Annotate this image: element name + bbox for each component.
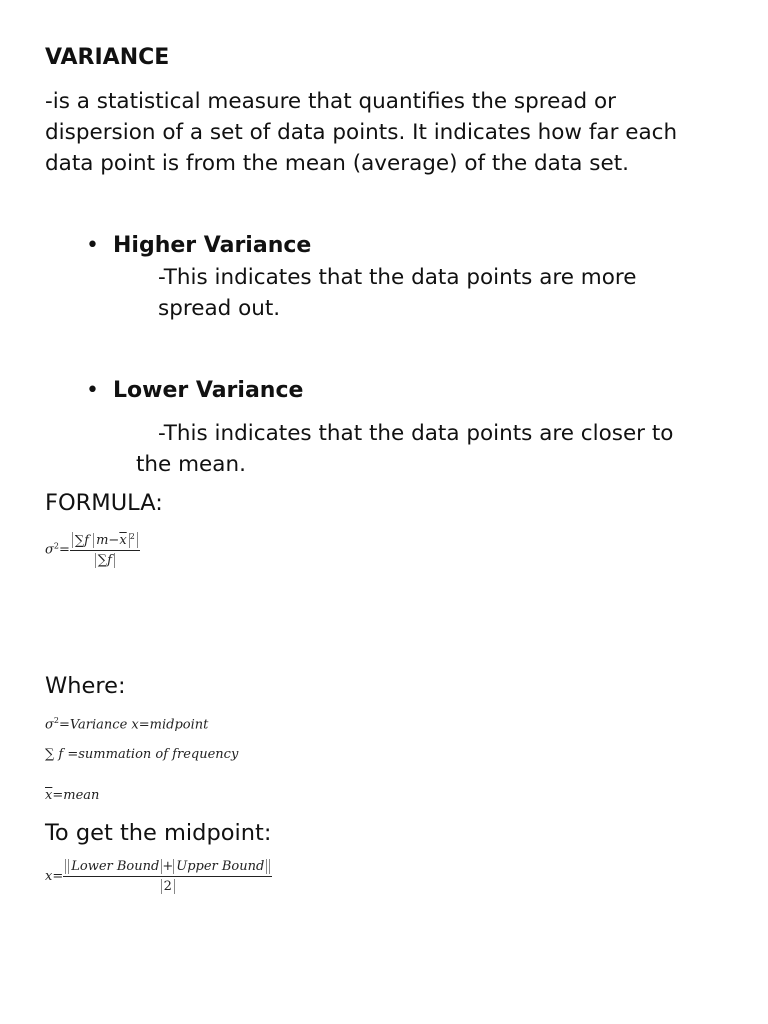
formula-xbar: $\overline{x}$ — [119, 533, 127, 549]
midpoint-fraction — [63, 859, 272, 894]
definition-summation — [45, 747, 238, 762]
formula-sigma: σ — [45, 542, 54, 558]
higher-variance-desc-line-1: -This indicates that the data points are more — [158, 265, 637, 290]
definition-mean-text: =mean — [52, 788, 100, 803]
lower-variance-desc-line-2: the mean. — [136, 452, 246, 477]
higher-variance-desc-line-2: spread out. — [158, 296, 281, 321]
midpoint-plus: + — [162, 859, 174, 874]
formula-denominator — [70, 551, 140, 568]
bullet-title-lower-variance: Lower Variance — [113, 378, 304, 403]
midpoint-upper-bound: Upper Bound — [173, 859, 267, 874]
formula-f: f — [84, 533, 89, 549]
midpoint-x: x — [45, 869, 53, 884]
where-label: Where: — [45, 673, 126, 699]
definition-summation-text: ∑ f =summation of frequency — [45, 747, 239, 762]
page-title: VARIANCE — [45, 45, 170, 70]
formula-f: f — [107, 553, 112, 569]
lower-variance-desc-line-1: -This indicates that the data points are closer to — [158, 421, 674, 446]
sum-symbol: ∑ — [74, 533, 85, 549]
midpoint-label: To get the midpoint: — [45, 820, 272, 846]
formula-sigma-exponent: 2 — [53, 541, 59, 551]
definition-sigma: σ — [45, 717, 54, 733]
bullet-icon: • — [86, 378, 99, 403]
formula-equals: = — [58, 542, 70, 558]
midpoint-two: 2 — [161, 879, 175, 894]
formula-numerator-exponent: 2 — [129, 532, 135, 541]
midpoint-numerator — [63, 859, 272, 877]
formula-label: FORMULA: — [45, 490, 163, 516]
sum-symbol: ∑ — [97, 553, 108, 569]
formula-m-minus: m− — [96, 533, 120, 549]
definition-variance-midpoint — [45, 716, 208, 732]
variance-formula — [45, 532, 140, 568]
midpoint-lower-bound: Lower Bound — [68, 859, 162, 874]
definition-line-3: data point is from the mean (average) of the data set. — [45, 151, 629, 176]
bullet-icon: • — [86, 233, 99, 258]
midpoint-equals: = — [52, 869, 64, 884]
definition-variance-text: =Variance x=midpoint — [58, 717, 209, 733]
definition-sigma-exponent: 2 — [53, 716, 59, 725]
definition-xbar: $\overline{x}$ — [45, 788, 53, 803]
formula-fraction — [70, 532, 140, 568]
bullet-title-higher-variance: Higher Variance — [113, 233, 312, 258]
definition-line-1: -is a statistical measure that quantifies the spread or — [45, 89, 616, 114]
midpoint-denominator — [63, 877, 272, 894]
definition-line-2: dispersion of a set of data points. It indicates how far each — [45, 120, 678, 145]
formula-numerator — [70, 532, 140, 551]
definition-mean — [45, 788, 99, 803]
midpoint-formula — [45, 859, 272, 894]
